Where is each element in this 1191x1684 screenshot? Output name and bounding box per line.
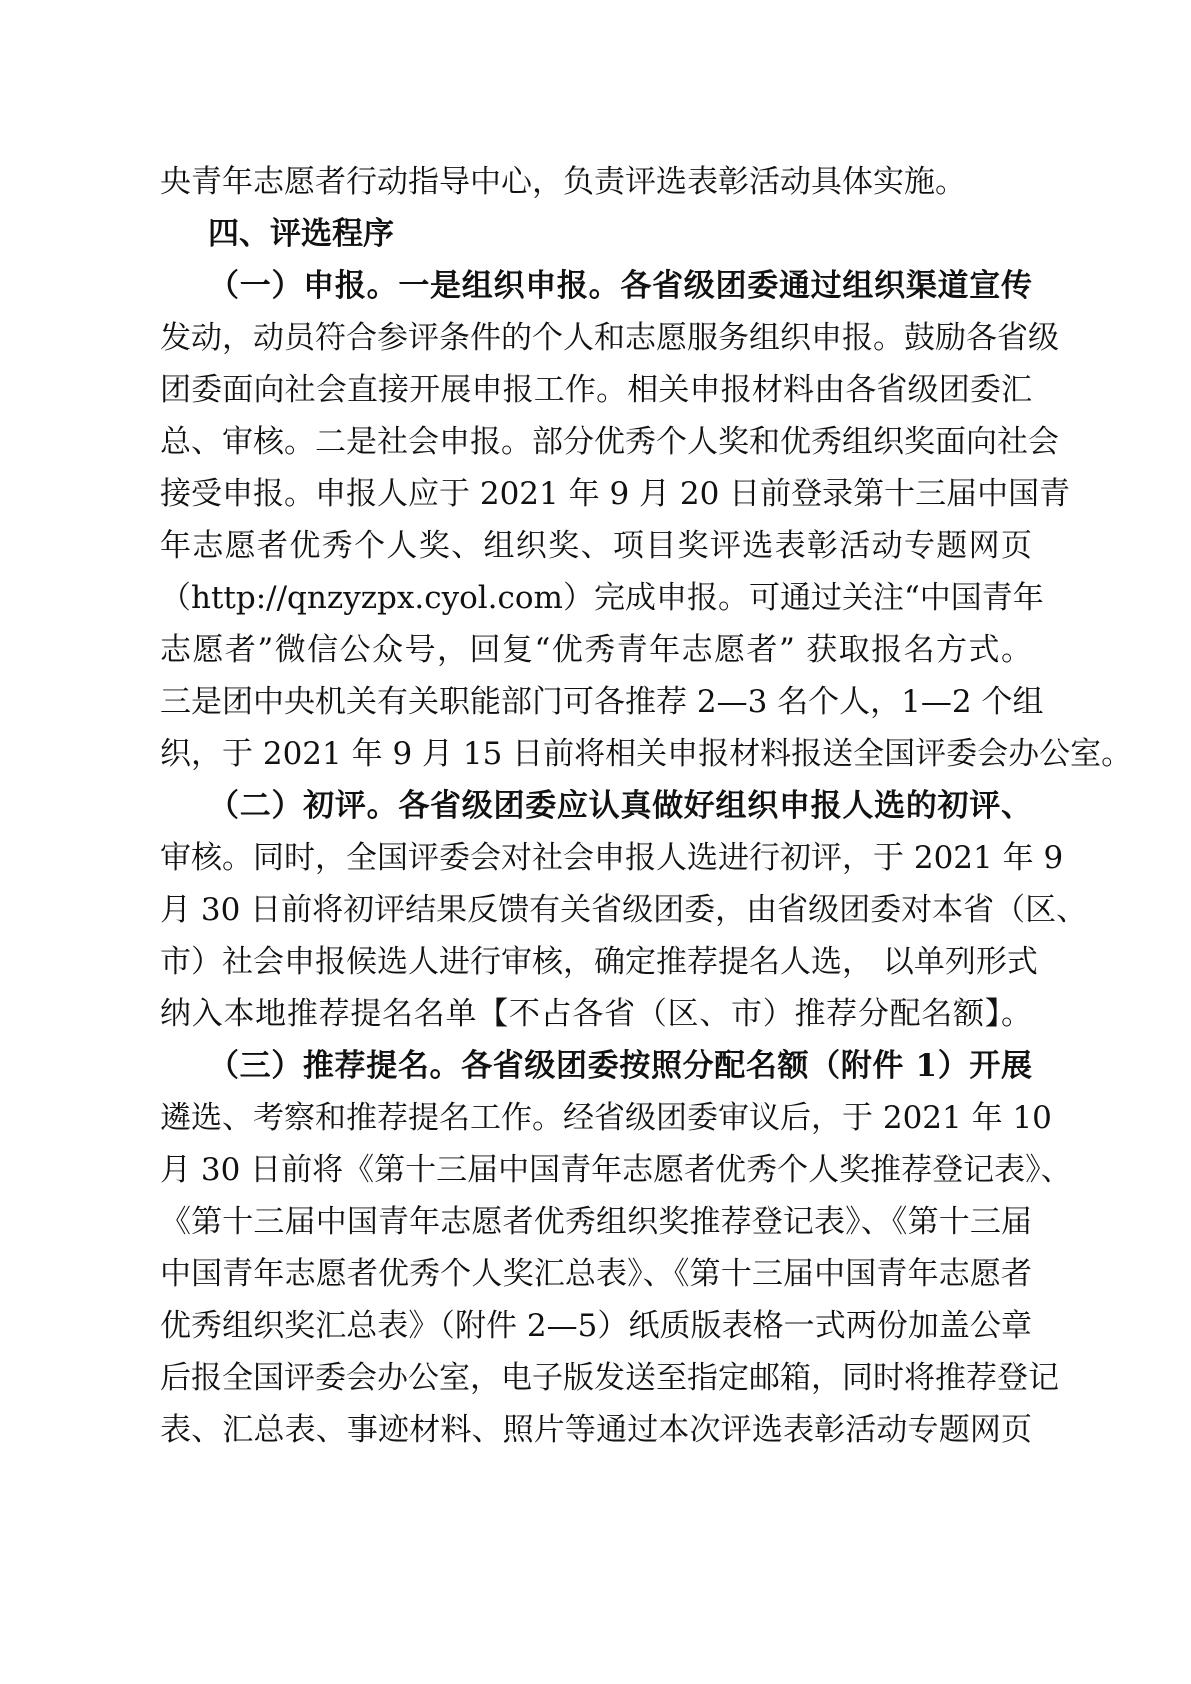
- text-line-25: 表、汇总表、事迹材料、照片等通过本次评选表彰活动专题网页: [160, 1412, 1032, 1448]
- text-line-15: 月 30 日前将初评结果反馈有关省级团委，由省级团委对本省（区、: [160, 892, 1088, 928]
- text-line-4: 发动，动员符合参评条件的个人和志愿服务组织申报。鼓励各省级: [160, 320, 1059, 356]
- text-line-3: （一）申报。一是组织申报。各省级团委通过组织渠道宣传: [208, 268, 1032, 304]
- text-line-5: 团委面向社会直接开展申报工作。相关申报材料由各省级团委汇: [160, 372, 1032, 408]
- text-line-12: 织，于 2021 年 9 月 15 日前将相关申报材料报送全国评委会办公室。: [160, 736, 1133, 772]
- text-line-17: 纳入本地推荐提名名单【不占各省（区、市）推荐分配名额】。: [160, 996, 1032, 1032]
- text-line-24: 后报全国评委会办公室，电子版发送至指定邮箱，同时将推荐登记: [160, 1360, 1059, 1396]
- text-line-21: 《第十三届中国青年志愿者优秀组织奖推荐登记表》、《第十三届: [160, 1204, 1032, 1240]
- text-line-23: 优秀组织奖汇总表》（附件 2—5）纸质版表格一式两份加盖公章: [160, 1308, 1032, 1344]
- text-line-18: （三）推荐提名。各省级团委按照分配名额（附件 1）开展: [208, 1048, 1032, 1084]
- text-line-9: （http://qnzyzpx.cyol.com）完成申报。可通过关注“中国青年: [160, 580, 1044, 616]
- text-line-1: 央青年志愿者行动指导中心，负责评选表彰活动具体实施。: [160, 164, 966, 200]
- text-line-13: （二）初评。各省级团委应认真做好组织申报人选的初评、: [208, 788, 1032, 824]
- text-line-20: 月 30 日前将《第十三届中国青年志愿者优秀个人奖推荐登记表》、: [160, 1152, 1072, 1188]
- text-line-16: 市）社会申报候选人进行审核，确定推荐提名人选， 以单列形式: [160, 944, 1038, 980]
- text-line-22: 中国青年志愿者优秀个人奖汇总表》、《第十三届中国青年志愿者: [160, 1256, 1032, 1292]
- text-line-10: 志愿者”微信公众号，回复“优秀青年志愿者” 获取报名方式。: [160, 632, 1032, 668]
- text-line-6: 总、审核。二是社会申报。部分优秀个人奖和优秀组织奖面向社会: [160, 424, 1059, 460]
- text-line-14: 审核。同时，全国评委会对社会申报人选进行初评，于 2021 年 9: [160, 840, 1064, 876]
- text-line-7: 接受申报。申报人应于 2021 年 9 月 20 日前登录第十三届中国青: [160, 476, 1071, 512]
- section-heading-evaluation-procedure: 四、评选程序: [208, 216, 394, 252]
- text-line-19: 遴选、考察和推荐提名工作。经省级团委审议后，于 2021 年 10: [160, 1100, 1052, 1136]
- text-line-8: 年志愿者优秀个人奖、组织奖、项目奖评选表彰活动专题网页: [160, 528, 1032, 564]
- text-line-11: 三是团中央机关有关职能部门可各推荐 2—3 名个人，1—2 个组: [160, 684, 1044, 720]
